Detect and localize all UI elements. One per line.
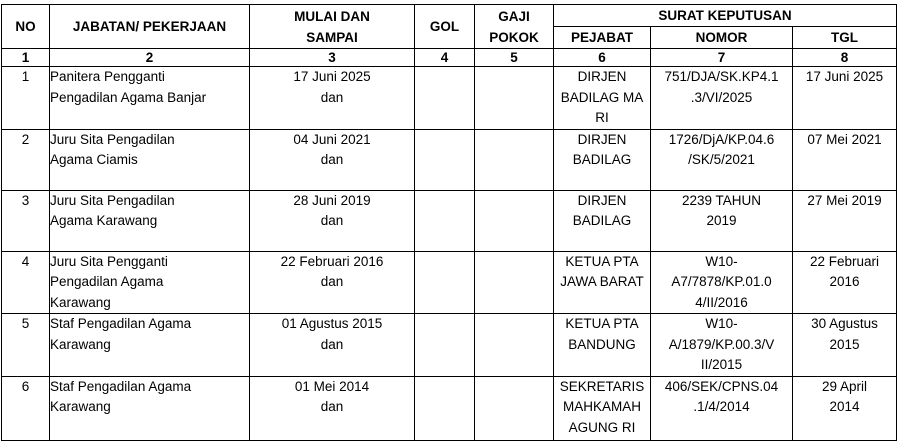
cell-gaji [475,67,554,130]
cell-mulai-line: 04 Juni 2021 [293,131,371,147]
cell-nomor-line: W10- [705,253,738,269]
cell-tgl-line: 2016 [829,274,860,289]
cell-mulai-line: dan [320,336,344,352]
cell-mulai-line: 17 Juni 2025 [293,69,371,84]
cell-jabatan-line: Pengadilan Agama [50,274,164,289]
table-row [2,376,897,440]
cell-gaji [475,129,554,190]
cell-pejabat-line: BADILAG [572,213,632,228]
cell-mulai-line: dan [320,89,344,105]
cell-no: 4 [2,251,50,314]
cell-pejabat-line: SEKRETARIS [559,378,645,394]
cell-nomor-line: .1/4/2014 [693,399,750,414]
header-mulai-line2: SAMPAI [306,29,358,45]
cell-jabatan [50,251,250,314]
cell-nomor-line: W10- [705,316,738,331]
cell-gol [415,376,475,440]
cell-tgl-line: 29 April [821,378,868,394]
cell-jabatan-line: Pengadilan Agama Banjar [50,89,207,105]
cell-mulai-line: 01 Agustus 2015 [281,316,383,331]
cell-nomor [651,251,793,314]
cell-nomor-line: 751/DJA/SK.KP4.1 [664,69,779,84]
cell-pejabat [554,376,651,440]
cell-jabatan [50,190,250,251]
header-mulai-line1: MULAI DAN [294,8,370,24]
column-number: 5 [475,49,554,67]
cell-tgl [793,129,897,190]
column-number: 3 [250,49,415,67]
cell-jabatan-line: Juru Sita Pengganti [50,253,168,269]
cell-gaji [475,314,554,377]
cell-pejabat-line: KETUA PTA [565,253,639,269]
column-number: 6 [554,49,651,67]
cell-tgl-line: 27 Mei 2019 [807,192,882,208]
cell-pejabat-line: MAHKAMAH [562,399,641,414]
cell-tgl-line: 2015 [829,336,860,352]
cell-mulai-line: 01 Mei 2014 [294,378,370,394]
header-tgl: TGL [793,27,897,49]
cell-mulai [250,314,415,377]
cell-nomor-line: II/2015 [700,357,743,372]
column-number: 1 [2,49,50,67]
cell-nomor-line: .3/VI/2025 [690,89,753,105]
cell-mulai-line: 28 Juni 2019 [293,192,371,208]
cell-pejabat-line: BANDUNG [568,336,636,352]
cell-nomor-line: 406/SEK/CPNS.04 [664,378,779,394]
cell-mulai-line: dan [320,152,344,167]
table-body [2,67,897,441]
cell-pejabat-line: KETUA PTA [565,316,639,331]
cell-tgl [793,314,897,377]
cell-jabatan-line: Agama Karawang [50,213,158,228]
cell-pejabat-line: RI [595,110,609,125]
cell-pejabat-line: DIRJEN [577,192,627,208]
cell-nomor-line: A/1879/KP.00.3/V [668,336,775,352]
cell-gol [415,314,475,377]
column-number: 4 [415,49,475,67]
cell-nomor [651,376,793,440]
cell-gaji [475,190,554,251]
cell-jabatan-line: Juru Sita Pengadilan [50,131,175,147]
cell-tgl-line: 07 Mei 2021 [807,131,882,147]
cell-tgl [793,376,897,440]
cell-mulai [250,376,415,440]
cell-pejabat-line: BADILAG MA [560,89,644,105]
cell-gol [415,251,475,314]
cell-pejabat [554,251,651,314]
cell-jabatan [50,129,250,190]
header-no: NO [2,5,50,49]
cell-jabatan [50,376,250,440]
cell-nomor [651,190,793,251]
cell-tgl-line: 2014 [829,399,860,414]
cell-nomor-line: 2019 [706,213,737,228]
cell-gol [415,129,475,190]
header-pejabat: PEJABAT [554,27,651,49]
cell-nomor-line: 2239 TAHUN [681,192,762,208]
cell-pejabat [554,67,651,130]
cell-no: 2 [2,129,50,190]
header-mulai [250,5,415,49]
cell-jabatan-line: Agama Ciamis [50,152,138,167]
cell-pejabat [554,129,651,190]
cell-no: 5 [2,314,50,377]
cell-pejabat-line: JAWA BARAT [560,274,644,289]
cell-jabatan-line: Karawang [50,294,111,310]
table-row [2,314,897,377]
cell-mulai-line: dan [320,399,344,414]
cell-gol [415,67,475,130]
table-row [2,67,897,130]
header-gaji [475,5,554,49]
cell-pejabat [554,314,651,377]
cell-no: 6 [2,376,50,440]
header-nomor: NOMOR [651,27,793,49]
column-number: 2 [50,49,250,67]
header-gol: GOL [415,5,475,49]
cell-nomor [651,129,793,190]
column-number: 7 [651,49,793,67]
cell-mulai-line: dan [320,274,344,289]
cell-nomor-line: /SK/5/2021 [688,152,755,167]
cell-mulai-line: dan [320,213,344,228]
cell-no: 1 [2,67,50,130]
cell-tgl [793,251,897,314]
cell-pejabat [554,190,651,251]
cell-gaji [475,251,554,314]
cell-gol [415,190,475,251]
riwayat-jabatan-table [1,4,897,441]
cell-tgl-line: 22 Februari [809,253,880,269]
cell-gaji [475,376,554,440]
column-number-row [2,49,897,67]
cell-jabatan-line: Juru Sita Pengadilan [50,192,175,208]
cell-nomor-line: A7/7878/KP.01.0 [671,274,772,289]
cell-pejabat-line: AGUNG RI [568,419,636,435]
column-number: 8 [793,49,897,67]
cell-nomor [651,67,793,130]
cell-pejabat-line: DIRJEN [577,131,627,147]
table-row [2,190,897,251]
cell-jabatan [50,67,250,130]
cell-mulai-line: 22 Februari 2016 [280,253,384,269]
cell-nomor-line: 1726/DjA/KP.04.6 [668,131,775,147]
cell-tgl-line: 17 Juni 2025 [805,69,884,84]
cell-pejabat-line: DIRJEN [577,69,627,84]
cell-nomor-line: 4/II/2016 [695,294,748,310]
table-row [2,129,897,190]
cell-tgl [793,190,897,251]
cell-tgl-line: 30 Agustus [811,316,878,331]
cell-pejabat-line: BADILAG [572,152,632,167]
cell-jabatan [50,314,250,377]
cell-mulai [250,190,415,251]
cell-jabatan-line: Staf Pengadilan Agama [50,378,192,394]
cell-mulai [250,67,415,130]
cell-mulai [250,251,415,314]
cell-jabatan-line: Staf Pengadilan Agama [50,316,192,331]
cell-mulai [250,129,415,190]
cell-jabatan-line: Karawang [50,399,111,414]
cell-jabatan-line: Karawang [50,336,111,352]
header-surat-keputusan: SURAT KEPUTUSAN [554,5,897,27]
cell-tgl [793,67,897,130]
header-jabatan: JABATAN/ PEKERJAAN [50,5,250,49]
cell-no: 3 [2,190,50,251]
cell-jabatan-line: Panitera Pengganti [50,69,165,84]
header-gaji-line2: POKOK [489,29,539,45]
cell-nomor [651,314,793,377]
table-row [2,251,897,314]
header-gaji-line1: GAJI [498,8,530,24]
